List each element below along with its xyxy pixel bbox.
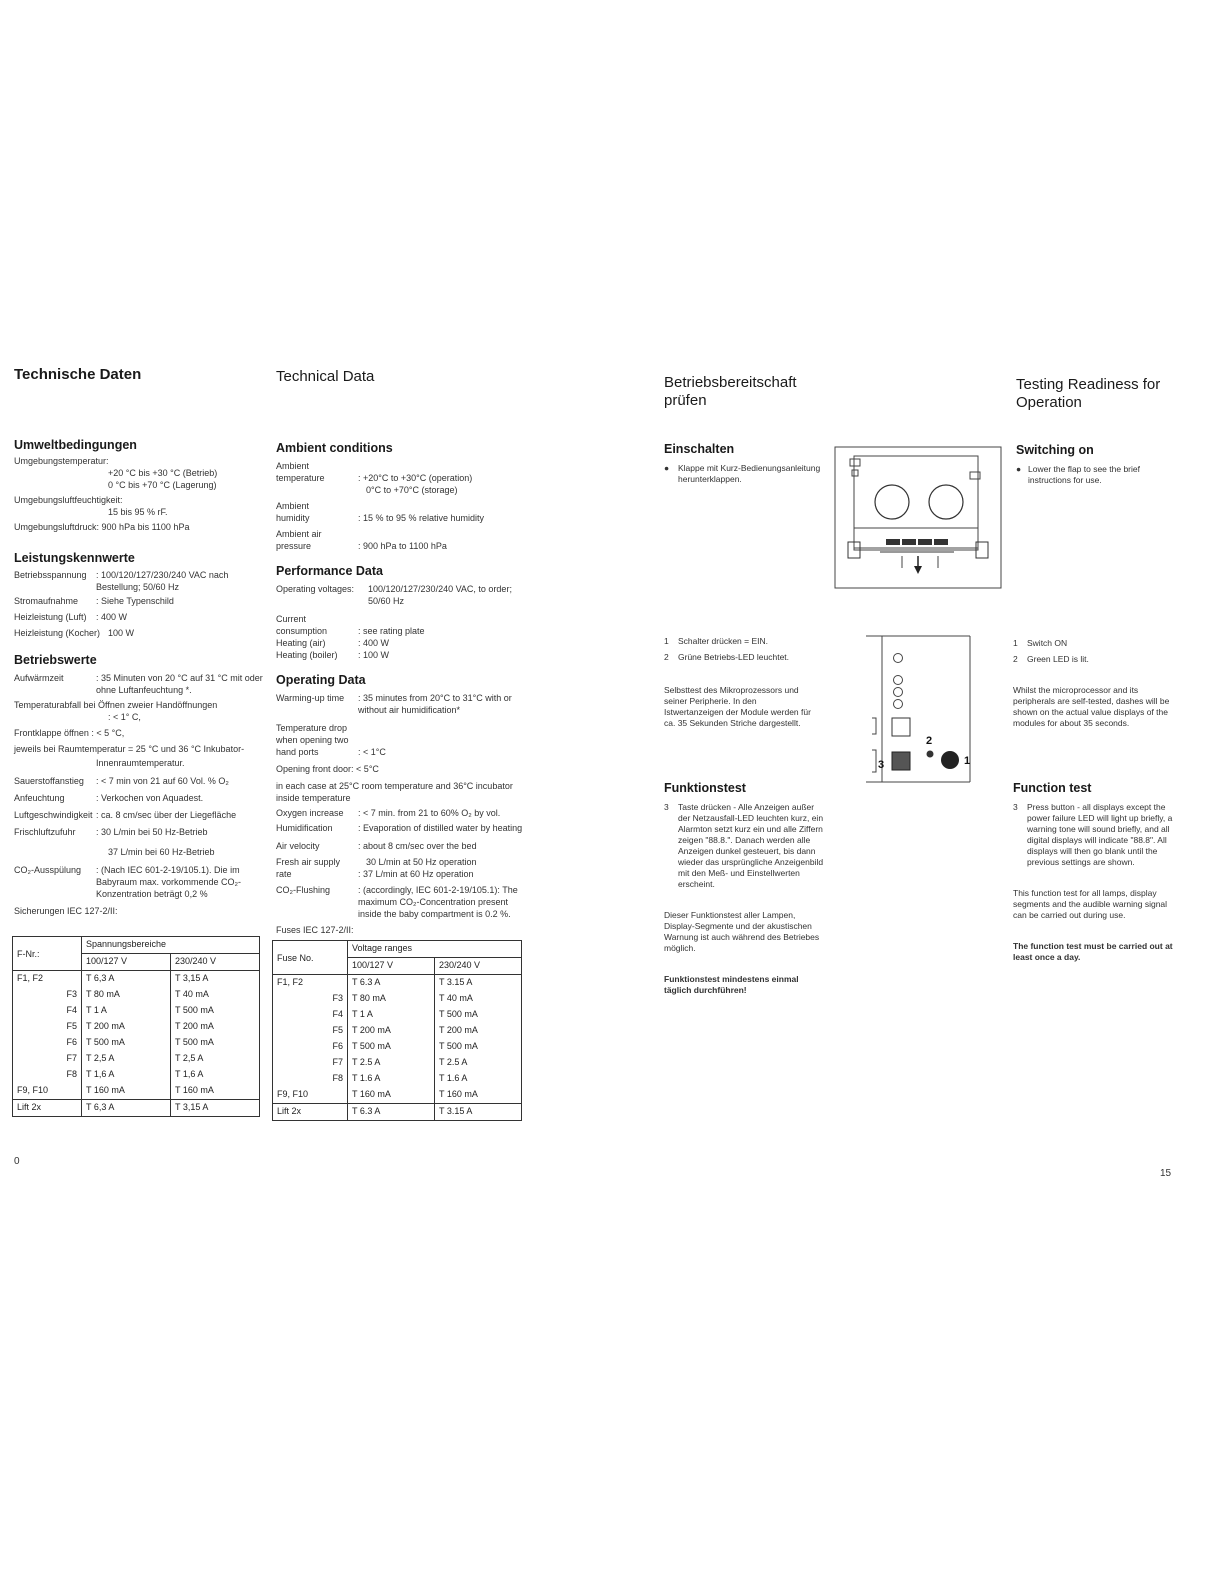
table-cell: T 1 A [82, 1003, 171, 1019]
oxygen-row: Oxygen increase : < 7 min. from 21 to 60% O₂ by vol. [276, 808, 501, 818]
page-title-en: Technical Data [276, 368, 375, 385]
table-cell: F8 [273, 1071, 348, 1087]
label-2: 2 [926, 735, 933, 747]
step-3-en: 3 Press button - all displays except the power failure LED will light up briefly, a warning tone will sound briefly, and all digital displays will indicate "88.8". All displays will then go blank until the previous settings are shown. [1013, 802, 1173, 867]
klappe-step: ● Klappe mit Kurz-Bedienungsanleitung herunterklappen. [664, 463, 821, 484]
table-cell: T 160 mA [171, 1083, 260, 1100]
green-led-icon [927, 751, 934, 758]
fuse-table-en [272, 940, 522, 1121]
table-cell: T 160 mA [82, 1083, 171, 1100]
table-header: 230/240 V [171, 954, 260, 971]
test-button-icon [892, 752, 910, 770]
english-readiness-column [1016, 376, 1181, 486]
step-2-en: 2 Green LED is lit. [1013, 654, 1089, 664]
table-cell: T 1.6 A [435, 1071, 522, 1087]
table-row [13, 1083, 260, 1100]
table-cell: F7 [273, 1055, 348, 1071]
table-cell: T 3.15 A [435, 1104, 522, 1121]
ambient-hum-row: Ambient humidity : 15 % to 95 % relative humidity [276, 501, 485, 523]
temp-st-de: 0 °C bis +70 °C (Lagerung) [108, 480, 217, 490]
heat-boiler-row: Heating (boiler) : 100 W [276, 650, 390, 660]
power-switch-icon [941, 751, 959, 769]
current-row: Current consumption : see rating plate [276, 614, 425, 636]
table-row [13, 1035, 260, 1051]
volt-row: Operating voltages: 100/120/127/230/240 VAC, to order; 50/60 Hz [276, 584, 512, 606]
press-de: Umgebungsluftdruck: 900 hPa bis 1100 hPa [14, 522, 190, 532]
ambient-temp-row: Ambient temperature : +20°C to +30°C (operation) 0°C to +70°C (storage) [276, 461, 473, 495]
table-cell: T 500 mA [82, 1035, 171, 1051]
table-cell: T 160 mA [435, 1087, 522, 1104]
co2-row-en: CO₂-Flushing : (accordingly, IEC 601-2-19/105.1): The maximum CO₂-Concentration present inside the baby compartment is 0.2 %. [276, 885, 518, 919]
dieser-de: Dieser Funktionstest aller Lampen, Display-Segmente und der akustischen Warnung ist auch während des Betriebes möglich. [664, 910, 820, 953]
table-row [13, 971, 260, 988]
table-cell: T 1 A [348, 1007, 435, 1023]
fuses-title-de: Sicherungen IEC 127-2/II: [14, 906, 118, 916]
label-3: 3 [878, 759, 885, 771]
heading-function-test: Function test [1013, 781, 1092, 795]
heading-funktionstest: Funktionstest [664, 781, 746, 795]
table-cell: T 200 mA [171, 1019, 260, 1035]
table-row [273, 1087, 522, 1104]
table-cell: T 500 mA [171, 1035, 260, 1051]
table-header: Spannungsbereiche [82, 937, 260, 954]
fresh-row: Fresh air supply rate 30 L/min at 50 Hz operation : 37 L/min at 60 Hz operation [276, 857, 477, 879]
lower-flap-step: ● Lower the flap to see the brief instructions for use. [1016, 464, 1140, 485]
page-number-left: 0 [14, 1156, 20, 1167]
table-cell: T 200 mA [435, 1023, 522, 1039]
table-row [273, 975, 522, 992]
german-readiness-column [664, 374, 824, 485]
table-cell: T 3.15 A [435, 975, 522, 992]
page-number-right: 15 [1160, 1168, 1172, 1179]
table-cell: T 6.3 A [348, 1104, 435, 1121]
hum-val-de: 15 bis 95 % rF. [108, 507, 168, 517]
incubator-front-diagram [834, 446, 1004, 591]
table-row [13, 1019, 260, 1035]
table-cell: T 500 mA [171, 1003, 260, 1019]
bullet-icon: ● [1016, 464, 1022, 474]
drop-row: Temperature drop when opening two hand ports : < 1°C [276, 723, 386, 757]
innen-de: Innenraumtemperatur. [96, 758, 185, 768]
table-cell: T 200 mA [348, 1023, 435, 1039]
step-2-de: 2 Grüne Betriebs-LED leuchtet. [664, 652, 790, 662]
heading-ambient: Ambient conditions [276, 441, 393, 455]
betrieb-row: Anfeuchtung : Verkochen von Aquadest. [14, 793, 204, 803]
table-cell: Lift 2x [13, 1100, 82, 1117]
table-row [273, 991, 522, 1007]
table-cell: F4 [13, 1003, 82, 1019]
each-en: in each case at 25°C room temperature and 36°C incubator inside temperature [276, 781, 513, 803]
frisch-60-de: 37 L/min bei 60 Hz-Betrieb [108, 847, 215, 857]
jeweils-de: jeweils bei Raumtemperatur = 25 °C und 36 °C Inkubator- [14, 744, 245, 754]
heading-performance: Performance Data [276, 564, 383, 578]
front-en: Opening front door: < 5°C [276, 764, 379, 774]
table-row [273, 1039, 522, 1055]
step-1-de: 1 Schalter drücken = EIN. [664, 636, 769, 646]
betrieb-row: Sauerstoffanstieg : < 7 min von 21 auf 60 Vol. % O₂ [14, 776, 229, 786]
table-cell: T 80 mA [82, 987, 171, 1003]
table-cell: T 40 mA [171, 987, 260, 1003]
table-header: 100/127 V [82, 954, 171, 971]
bullet-icon: ● [664, 463, 670, 473]
ambient-press-row: Ambient air pressure : 900 hPa to 1100 hPa [276, 529, 447, 551]
leistung-row: Stromaufnahme : Siehe Typenschild [14, 596, 174, 606]
betrieb-row: Frischluftzufuhr : 30 L/min bei 50 Hz-Betrieb [14, 827, 208, 837]
table-cell: F7 [13, 1051, 82, 1067]
warm-row: Warming-up time : 35 minutes from 20°C to 31°C with or without air humidification* [276, 693, 512, 715]
table-cell: F3 [273, 991, 348, 1007]
table-cell: F8 [13, 1067, 82, 1083]
table-cell: T 2.5 A [435, 1055, 522, 1071]
page-title-de: Technische Daten [14, 366, 142, 383]
table-cell: F5 [13, 1019, 82, 1035]
english-technical-column [276, 368, 528, 936]
table-cell: F5 [273, 1023, 348, 1039]
table-row [273, 1023, 522, 1039]
aufwaerm-row: Aufwärmzeit : 35 Minuten von 20 °C auf 31 °C mit oder ohne Luftanfeuchtung *. [14, 673, 263, 695]
table-cell: T 1,6 A [171, 1067, 260, 1083]
table-cell: F6 [13, 1035, 82, 1051]
fuses-title-en: Fuses IEC 127-2/II: [276, 925, 354, 935]
humid-row: Humidification : Evaporation of distilled water by heating [276, 823, 523, 833]
abfall-val-de: : < 1° C, [108, 712, 141, 722]
this-en: This function test for all lamps, display segments and the audible warning signal can be carried out during use. [1013, 888, 1168, 920]
table-row [13, 1067, 260, 1083]
table-header: F-Nr.: [13, 937, 82, 971]
table-cell: F6 [273, 1039, 348, 1055]
heat-air-row: Heating (air) : 400 W [276, 638, 390, 648]
table-cell: F1, F2 [273, 975, 348, 992]
hum-label-de: Umgebungsluftfeuchtigkeit: [14, 495, 123, 505]
leistung-row: Betriebsspannung : 100/120/127/230/240 VAC nach Bestellung; 50/60 Hz [14, 570, 229, 592]
heading-switching-on: Switching on [1016, 443, 1094, 457]
step-1-en: 1 Switch ON [1013, 638, 1068, 648]
whilst-en: Whilst the microprocessor and its peripherals are self-tested, dashes will be shown on the actual value displays of the modules for about 35 seconds. [1013, 685, 1170, 728]
heading-betrieb: Betriebswerte [14, 653, 97, 667]
daily-de: Funktionstest mindestens einmal täglich durchführen! [664, 974, 799, 995]
velocity-row: Air velocity : about 8 cm/sec over the bed [276, 841, 477, 851]
table-row [13, 987, 260, 1003]
heading-umwelt: Umweltbedingungen [14, 438, 137, 452]
table-cell: T 1.6 A [348, 1071, 435, 1087]
german-technical-column [14, 366, 264, 917]
table-row [273, 1007, 522, 1023]
table-cell: F4 [273, 1007, 348, 1023]
heading-einschalten: Einschalten [664, 442, 735, 456]
table-cell: T 500 mA [435, 1039, 522, 1055]
table-cell: T 80 mA [348, 991, 435, 1007]
table-cell: T 2,5 A [171, 1051, 260, 1067]
panel-outline [854, 456, 978, 550]
table-row [13, 1003, 260, 1019]
table-row [273, 1055, 522, 1071]
table-cell: F1, F2 [13, 971, 82, 988]
table-cell: Lift 2x [273, 1104, 348, 1121]
table-cell: T 1,6 A [82, 1067, 171, 1083]
table-cell: T 6.3 A [348, 975, 435, 992]
table-header: 100/127 V [348, 958, 435, 975]
temp-label-de: Umgebungstemperatur: [14, 456, 109, 466]
abfall-de: Temperaturabfall bei Öffnen zweier Handöffnungen [14, 700, 218, 710]
co2-row-de: CO₂-Ausspülung : (Nach IEC 601-2-19/105.1). Die im Babyraum max. vorkommende CO₂-Konzentration beträgt 0,2 % [14, 865, 242, 899]
table-cell: F3 [13, 987, 82, 1003]
german-steps [664, 636, 824, 996]
table-cell: T 500 mA [348, 1039, 435, 1055]
front-de: Frontklappe öffnen : < 5 °C, [14, 728, 125, 738]
table-cell: T 160 mA [348, 1087, 435, 1104]
readiness-title-de: Betriebsbereitschaft prüfen [664, 374, 797, 409]
leistung-row: Heizleistung (Luft) : 400 W [14, 612, 128, 622]
temp-op-de: +20 °C bis +30 °C (Betrieb) [108, 468, 218, 478]
table-header: Fuse No. [273, 941, 348, 975]
step-3-de: 3 Taste drücken - Alle Anzeigen außer der Netzausfall-LED leuchten kurz, ein Alarmton setzt kurz ein und alle Ziffern zeigen "88.8.". Danach werden alle Anzeigen dunkel gesteuert, bis dann wieder das ursprüngliche Anzeigenbild mit den Meß- und Einstellwerten erscheint. [664, 802, 824, 889]
label-1: 1 [964, 755, 971, 767]
table-cell: T 3,15 A [171, 1100, 260, 1117]
readiness-title-en: Testing Readiness for Operation [1016, 376, 1161, 411]
heading-operating: Operating Data [276, 673, 366, 687]
table-header: 230/240 V [435, 958, 522, 975]
table-cell: T 2.5 A [348, 1055, 435, 1071]
table-cell: F9, F10 [273, 1087, 348, 1104]
table-row [13, 1051, 260, 1067]
table-row [273, 1071, 522, 1087]
table-cell: T 40 mA [435, 991, 522, 1007]
table-cell: T 3,15 A [171, 971, 260, 988]
table-cell: T 2,5 A [82, 1051, 171, 1067]
table-cell: T 6,3 A [82, 1100, 171, 1117]
table-cell: T 500 mA [435, 1007, 522, 1023]
left-porthole-icon [875, 485, 909, 519]
selbsttest-de: Selbsttest des Mikroprozessors und seiner Peripherie. In den Istwertanzeigen der Module werden für ca. 35 Sekunden Striche dargestellt. [664, 685, 811, 728]
fuse-table-de [12, 936, 260, 1117]
must-en: The function test must be carried out at least once a day. [1013, 941, 1173, 962]
heading-leistung: Leistungskennwerte [14, 551, 135, 565]
control-panel-diagram [862, 632, 972, 792]
right-porthole-icon [929, 485, 963, 519]
english-steps [1013, 638, 1179, 963]
leistung-row: Heizleistung (Kocher) 100 W [14, 628, 135, 638]
betrieb-row: Luftgeschwindigkeit : ca. 8 cm/sec über der Liegefläche [14, 810, 237, 820]
table-cell: F9, F10 [13, 1083, 82, 1100]
table-header: Voltage ranges [348, 941, 522, 958]
table-cell: T 6,3 A [82, 971, 171, 988]
table-cell: T 200 mA [82, 1019, 171, 1035]
